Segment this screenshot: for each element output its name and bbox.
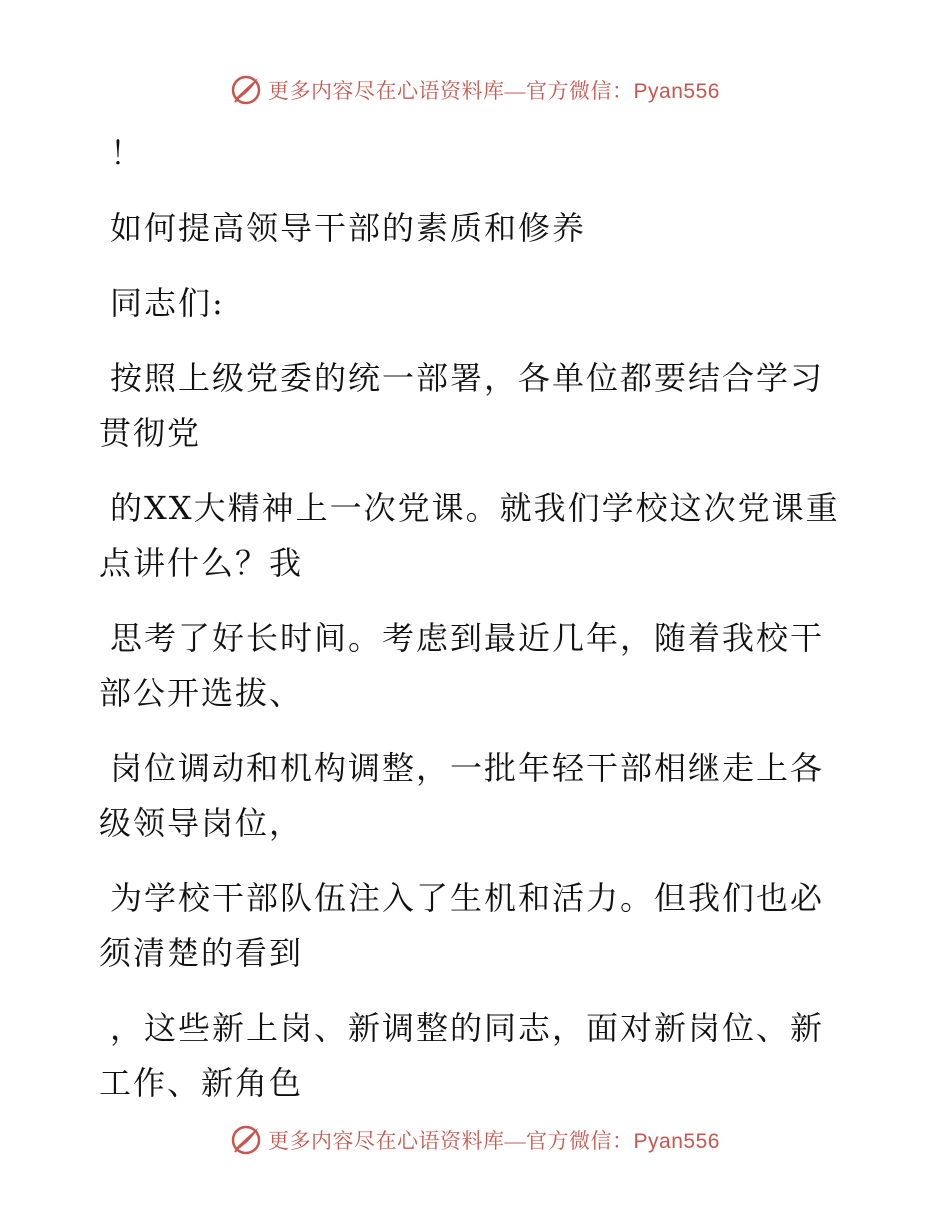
document-title <box>99 201 859 256</box>
text-line: 按照上级党委的统一部署，各单位都要结合学习 <box>110 359 825 397</box>
header-watermark <box>0 70 950 110</box>
text-line: ，这些新上岗、新调整的同志，面对新岗位、新 <box>110 1009 825 1047</box>
text-line: 思考了好长时间。考虑到最近几年，随着我校干 <box>110 619 825 657</box>
salutation <box>99 276 859 331</box>
text-line: 工作、新角色 <box>99 1064 304 1102</box>
footer-watermark <box>0 1120 950 1160</box>
paragraph <box>99 871 859 981</box>
paragraph <box>99 351 859 461</box>
quill-pen-logo-icon <box>230 74 262 106</box>
wechat-id: Pyan556 <box>633 1130 720 1153</box>
watermark-text: 更多内容尽在心语资料库—官方微信：Pyan556 <box>268 1129 720 1153</box>
text-line: 部公开选拔、 <box>99 674 304 712</box>
paragraph <box>99 1001 859 1111</box>
paragraph <box>99 126 859 181</box>
text-line: ！ <box>110 134 145 172</box>
text-line: 须清楚的看到 <box>99 934 304 972</box>
text-line: 岗位调动和机构调整，一批年轻干部相继走上各 <box>110 749 825 787</box>
quill-pen-logo-icon <box>230 1124 262 1156</box>
text-line: 为学校干部队伍注入了生机和活力。但我们也必 <box>110 879 825 917</box>
watermark-text: 更多内容尽在心语资料库—官方微信：Pyan556 <box>268 79 720 103</box>
text-line: 贯彻党 <box>99 414 202 452</box>
paragraph <box>99 741 859 851</box>
wechat-id: Pyan556 <box>633 80 720 103</box>
text-line: 同志们: <box>110 284 225 322</box>
text-line: 如何提高领导干部的素质和修养 <box>110 209 587 247</box>
document-body <box>99 126 859 1131</box>
text-line: 点讲什么？我 <box>99 544 304 582</box>
paragraph <box>99 481 859 591</box>
paragraph <box>99 611 859 721</box>
text-line: 的XX大精神上一次党课。就我们学校这次党课重 <box>110 489 840 527</box>
text-line: 级领导岗位， <box>99 804 304 842</box>
